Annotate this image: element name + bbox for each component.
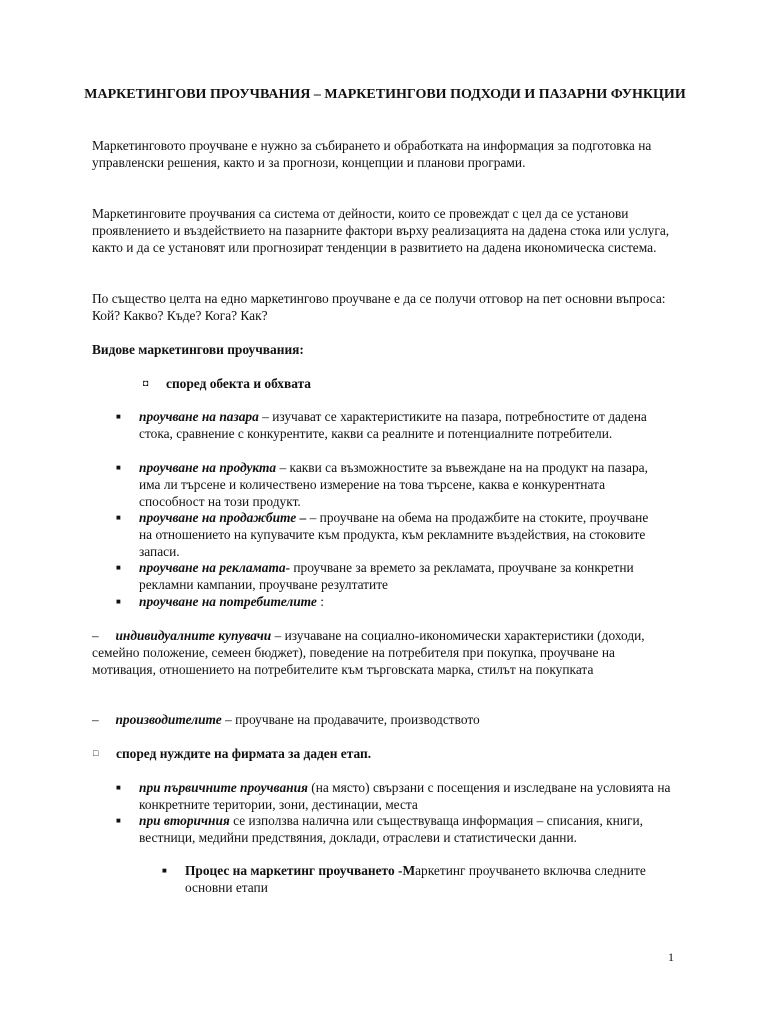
list-item-advertising <box>139 559 659 593</box>
types-heading: Видове маркетингови проучвания: <box>92 342 304 357</box>
square-bullet-icon: ■ <box>162 866 167 875</box>
item-text: изучаване на социално-икономически характеристики (доходи, семейно положение, семеен бюджет), поведение на потребителя при покупка, проучване на мотивация, отношението на потребителите към търговската марка, стилът на покупката <box>92 628 645 677</box>
item-term: проучване на рекламата- <box>139 560 291 575</box>
list-item-secondary <box>139 812 659 846</box>
item-text: – проучване на обема на продажбите на стоките, проучване на отношението на купувачите към продукта, към рекламните въздействия, на стоковите запаси. <box>139 510 649 559</box>
dash-separator: – <box>221 712 236 727</box>
square-bullet-icon: ■ <box>116 816 121 825</box>
item-term: проучване на продажбите – <box>139 510 307 525</box>
item-text: проучване за времето за рекламата, проучване за конкретни рекламни кампании, проучване резултатите <box>139 560 634 592</box>
item-term: проучване на продукта <box>139 460 277 475</box>
item-text: : <box>316 594 324 609</box>
dash-bullet-icon: – <box>92 628 116 643</box>
dash-bullet-icon: – <box>92 712 116 727</box>
section1-label: според обекта и обхвата <box>166 376 312 391</box>
item-term: при вторичния <box>139 813 230 828</box>
item-term: проучване на потребителите <box>139 594 317 609</box>
item-term: при първичните проучвания <box>139 780 308 795</box>
list-item-sales <box>139 509 664 560</box>
item-text: се използва налична или съществуваща информация – списания, книги, вестници, медийни предствяния, доклади, отраслеви и статистически данни. <box>139 813 643 845</box>
list-item-process <box>185 862 670 896</box>
item-term: индивидуалните купувачи <box>115 628 272 643</box>
dash-separator: – <box>271 628 285 643</box>
square-bullet-icon: ■ <box>116 597 121 606</box>
paragraph-intro: Маркетинговото проучване е нужно за събирането и обработката на информация за подготовка на управленски решения, както и за прогнози, концепции и планови програми. <box>92 138 652 170</box>
square-bullet-icon: ■ <box>116 563 121 572</box>
hollow-square-bullet-icon: □ <box>93 748 99 758</box>
hollow-square-bullet-icon: ◘ <box>143 378 149 388</box>
square-bullet-icon: ■ <box>116 412 121 421</box>
item-text: – какви са възможностите за въвеждане на на продукт на пазара, има ли търсене и количествено измерение на това търсене, каква е конкурентната способност на този продукт. <box>139 460 648 509</box>
item-text: – изучават се характеристиките на пазара, потребностите от дадена стока, сравнение с конкурентите, какви са реалните и потенциалните потребители. <box>139 409 647 441</box>
paragraph-questions: По същество целта на едно маркетингово проучване е да се получи отговор на пет основни въпроса: Кой? Какво? Къде? Кога? Как? <box>92 291 666 323</box>
list-item-consumers <box>139 593 324 610</box>
list-item-primary <box>139 779 684 813</box>
document-title: МАРКЕТИНГОВИ ПРОУЧВАНИЯ – МАРКЕТИНГОВИ ПОДХОДИ И ПАЗАРНИ ФУНКЦИИ <box>84 87 686 102</box>
item-term: проучване на пазара <box>139 409 259 424</box>
item-text: аркетинг проучването включва следните основни етапи <box>185 863 646 895</box>
paragraph-system: Маркетинговите проучвания са система от дейности, които се провеждат с цел да се установи проявлението и въздействието на пазарните фактори върху реализацията на дадена стока или услуга, както и да се установят или прогнозират тенденции в развитието на дадена икономическа система. <box>92 206 670 255</box>
item-term: Процес на маркетинг проучването -М <box>185 863 416 878</box>
square-bullet-icon: ■ <box>116 463 121 472</box>
item-term: производителите <box>115 712 222 727</box>
dash-item-producers <box>92 711 480 728</box>
section2-label: според нуждите на фирмата за даден етап. <box>116 746 372 761</box>
square-bullet-icon: ■ <box>116 783 121 792</box>
item-text: (на място) свързани с посещения и изследване на условията на конкретните територии, зони, дестинации, места <box>139 780 671 812</box>
list-item-product <box>139 459 669 510</box>
list-item-market <box>139 408 659 442</box>
page-number: 1 <box>668 950 674 964</box>
item-text: проучване на продавачите, производството <box>235 712 480 727</box>
square-bullet-icon: ■ <box>116 513 121 522</box>
dash-item-individual-buyers <box>92 627 682 678</box>
